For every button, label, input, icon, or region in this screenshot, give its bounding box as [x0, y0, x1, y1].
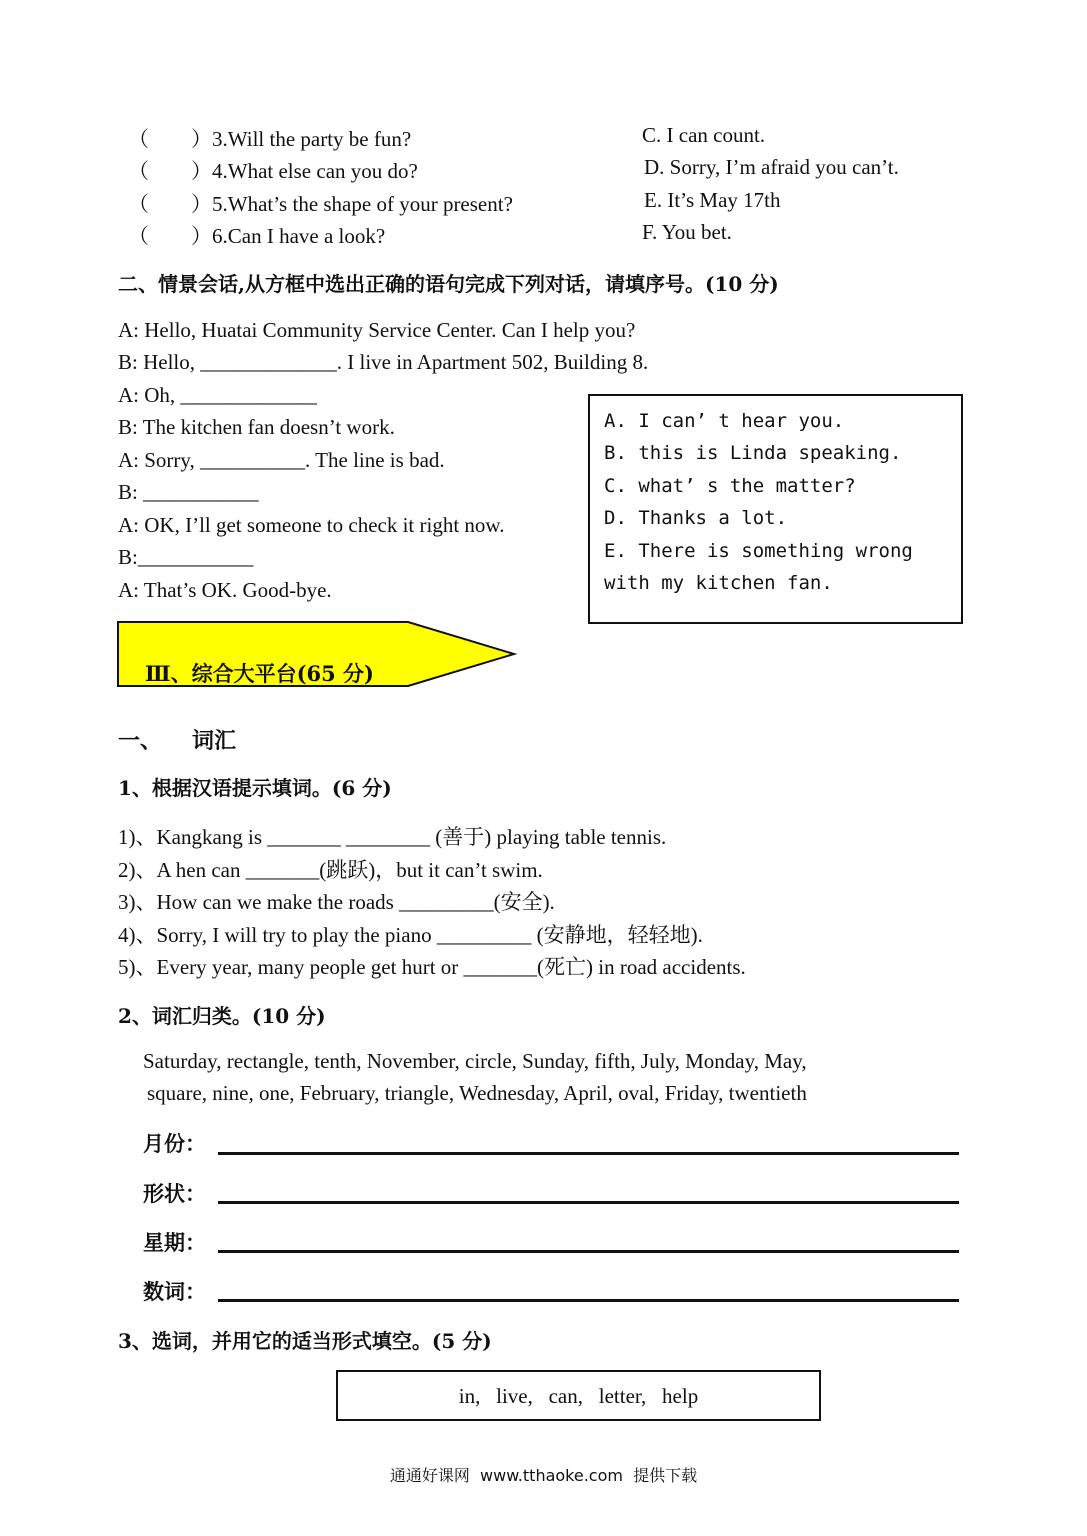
- category-weekdays-label: 星期：: [143, 1230, 206, 1255]
- page-footer: 通通好课网 www.tthaoke.com 提供下载: [389, 1466, 698, 1485]
- dialogue-line-3: A: Oh, _____________: [118, 383, 317, 407]
- option-a: A. I can’ t hear you.: [604, 410, 845, 432]
- matching-question-5: （ ）5.What’s the shape of your present?: [128, 192, 513, 216]
- part2-word-list-line-2: square, nine, one, February, triangle, Wednesday, April, oval, Friday, twentieth: [147, 1081, 807, 1105]
- part3-word-box: [336, 1370, 821, 1421]
- dialogue-line-4: B: The kitchen fan doesn’t work.: [118, 415, 395, 439]
- part1-heading: 1、根据汉语提示填词。(6 分): [118, 776, 392, 800]
- category-shapes-label: 形状：: [143, 1181, 206, 1206]
- part1-item-3: 3)、How can we make the roads _________(安全).: [118, 890, 555, 914]
- vocab-heading-label: 词汇: [192, 728, 237, 754]
- category-numbers-answer-line: [218, 1299, 959, 1302]
- category-months-label: 月份：: [143, 1131, 206, 1156]
- section3-banner-title: Ⅲ、综合大平台(65 分): [145, 661, 374, 686]
- part2-word-list-line-1: Saturday, rectangle, tenth, November, circle, Sunday, fifth, July, Monday, May,: [143, 1049, 807, 1073]
- part3-heading: 3、选词，并用它的适当形式填空。(5 分): [118, 1329, 492, 1353]
- option-e-continued: with my kitchen fan.: [604, 572, 833, 594]
- dialogue-line-9: A: That’s OK. Good-bye.: [118, 578, 332, 602]
- part1-item-1: 1)、Kangkang is _______ ________ (善于) playing table tennis.: [118, 825, 667, 849]
- dialogue-line-6: B: ___________: [118, 480, 259, 504]
- part1-item-4: 4)、Sorry, I will try to play the piano _________ (安静地，轻轻地).: [118, 923, 703, 947]
- option-c: C. what’ s the matter?: [604, 475, 856, 497]
- dialogue-line-8: B:___________: [118, 545, 254, 569]
- dialogue-line-7: A: OK, I’ll get someone to check it right now.: [118, 513, 505, 537]
- dialogue-line-2: B: Hello, _____________. I live in Apartment 502, Building 8.: [118, 350, 649, 374]
- category-weekdays-answer-line: [218, 1250, 959, 1253]
- options-box: [588, 394, 963, 624]
- dialogue-line-5: A: Sorry, __________. The line is bad.: [118, 448, 445, 472]
- dialogue-line-1: A: Hello, Huatai Community Service Center. Can I help you?: [118, 318, 636, 342]
- matching-answer-d: D. Sorry, I’m afraid you can’t.: [644, 155, 899, 179]
- category-shapes-answer-line: [218, 1201, 959, 1204]
- matching-question-3: （ ）3.Will the party be fun?: [128, 127, 412, 151]
- matching-answer-f: F. You bet.: [642, 220, 732, 244]
- vocab-heading-number: 一、: [118, 728, 163, 754]
- matching-answer-e: E. It’s May 17th: [644, 188, 781, 212]
- option-b: B. this is Linda speaking.: [604, 442, 902, 464]
- part3-word-list: in, live, can, letter, help: [458, 1384, 699, 1408]
- part2-heading: 2、词汇归类。(10 分): [118, 1004, 326, 1028]
- part1-item-5: 5)、Every year, many people get hurt or _______(死亡) in road accidents.: [118, 955, 746, 979]
- option-d: D. Thanks a lot.: [604, 507, 788, 529]
- part1-item-2: 2)、A hen can _______(跳跃)，but it can’t swim.: [118, 858, 543, 882]
- category-months-answer-line: [218, 1152, 959, 1155]
- matching-question-6: （ ）6.Can I have a look?: [128, 224, 386, 248]
- option-e: E. There is something wrong: [604, 540, 913, 562]
- category-numbers-label: 数词：: [143, 1279, 206, 1304]
- matching-question-4: （ ）4.What else can you do?: [128, 159, 418, 183]
- section2-heading: 二、情景会话,从方框中选出正确的语句完成下列对话，请填序号。(10 分): [118, 272, 779, 296]
- matching-answer-c: C. I can count.: [642, 123, 766, 147]
